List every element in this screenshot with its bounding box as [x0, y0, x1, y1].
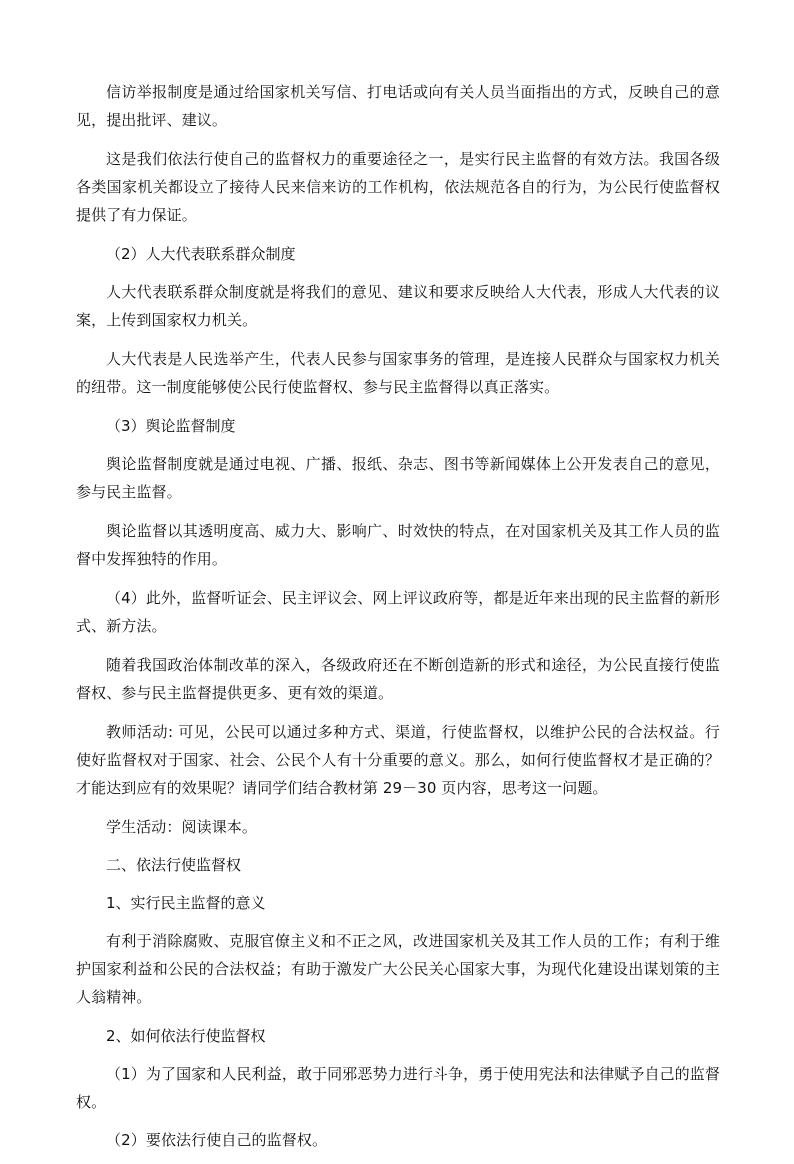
subheading-how-to-exercise: 2、如何依法行使监督权	[106, 1027, 266, 1045]
list-item-2: （2）要依法行使自己的监督权。	[106, 1131, 328, 1149]
subheading-significance: 1、实行民主监督的意义	[106, 894, 266, 912]
paragraph-public-opinion-definition: 舆论监督制度就是通过电视、广播、报纸、杂志、图书等新闻媒体上公开发表自己的意见，参与民主监督。	[76, 455, 720, 501]
heading-npc-deputy-system: （2）人大代表联系群众制度	[106, 245, 296, 263]
paragraph-public-opinion-features: 舆论监督以其透明度高、威力大、影响广、时效快的特点，在对国家机关及其工作人员的监督中发挥独特的作用。	[76, 522, 720, 568]
paragraph-npc-deputy-definition: 人大代表联系群众制度就是将我们的意见、建议和要求反映给人大代表，形成人大代表的议案，上传到国家权力机关。	[76, 283, 720, 329]
paragraph-petition-system: 信访举报制度是通过给国家机关写信、打电话或向有关人员当面指出的方式，反映自己的意见，提出批评、建议。	[76, 83, 720, 129]
paragraph-teacher-activity: 教师活动: 可见，公民可以通过多种方式、渠道，行使监督权，以维护公民的合法权益。行使好监督权对于国家、社会、公民个人有十分重要的意义。那么，如何行使监督权才是正确的？才能达到应有的效果呢？请同学们结合教材第 29－30 页内容，思考这一问题。	[76, 723, 720, 797]
list-item-1: （1）为了国家和人民利益，敢于同邪恶势力进行斗争，勇于使用宪法和法律赋予自己的监督权。	[76, 1065, 720, 1111]
paragraph-npc-deputy-role: 人大代表是人民选举产生，代表人民参与国家事务的管理，是连接人民群众与国家权力机关的纽带。这一制度能够使公民行使监督权、参与民主监督得以真正落实。	[76, 350, 720, 396]
document-body	[76, 78, 720, 1164]
paragraph-student-activity: 学生活动：阅读课本。	[106, 818, 258, 836]
section-heading-exercise-supervision: 二、依法行使监督权	[106, 856, 242, 874]
paragraph-new-forms: （4）此外，监督听证会、民主评议会、网上评议政府等，都是近年来出现的民主监督的新形式、新方法。	[76, 589, 720, 635]
heading-public-opinion-system: （3）舆论监督制度	[106, 417, 236, 435]
paragraph-petition-significance: 这是我们依法行使自己的监督权力的重要途径之一，是实行民主监督的有效方法。我国各级各类国家机关都设立了接待人民来信来访的工作机构，依法规范各自的行为，为公民行使监督权提供了有力保证。	[76, 150, 720, 224]
paragraph-political-reform: 随着我国政治体制改革的深入，各级政府还在不断创造新的形式和途径，为公民直接行使监督权、参与民主监督提供更多、更有效的渠道。	[76, 656, 720, 702]
paragraph-significance: 有利于消除腐败、克服官僚主义和不正之风，改进国家机关及其工作人员的工作；有利于维护国家利益和公民的合法权益；有助于激发广大公民关心国家大事，为现代化建设出谋划策的主人翁精神。	[76, 932, 720, 1006]
